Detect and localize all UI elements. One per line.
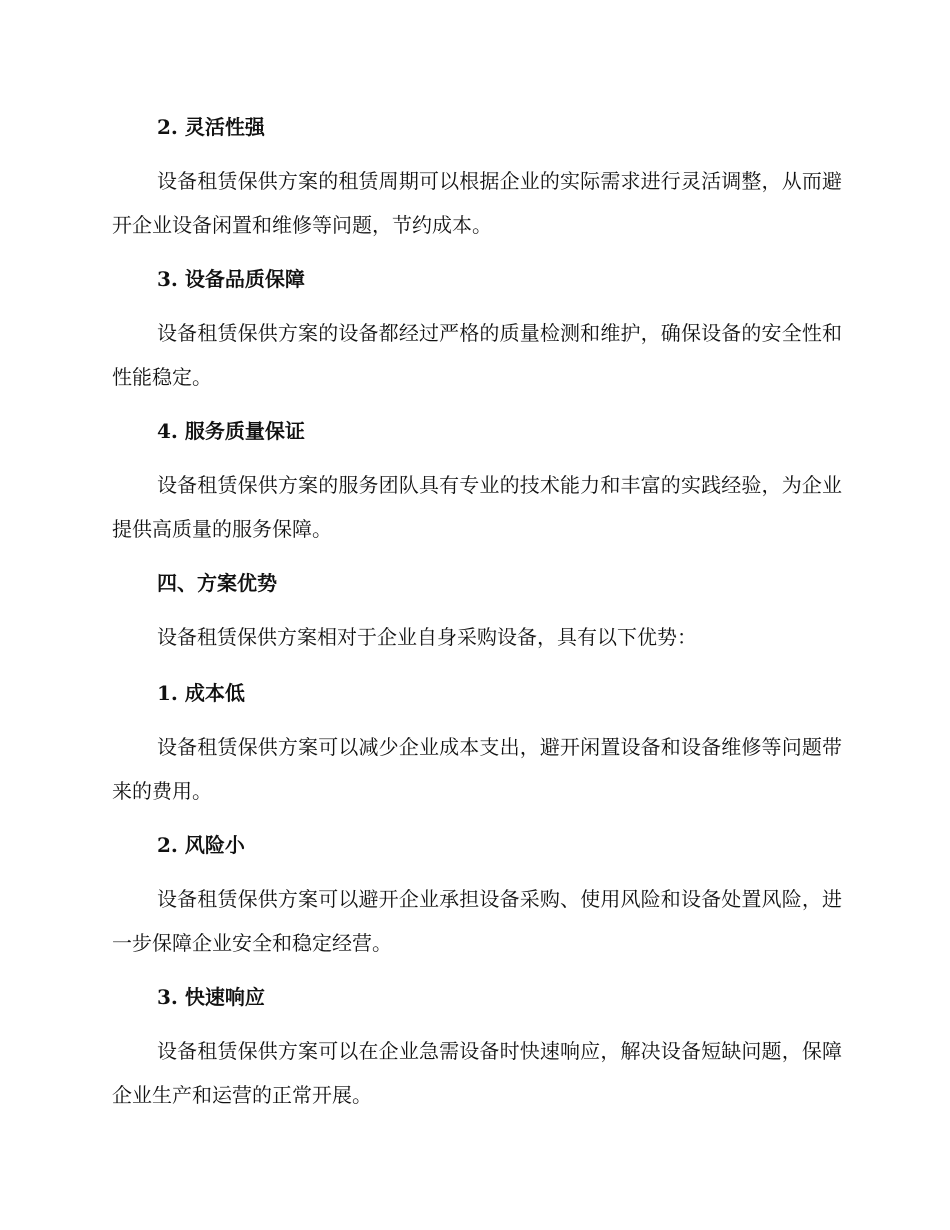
section-body-flexibility: 设备租赁保供方案的租赁周期可以根据企业的实际需求进行灵活调整，从而避开企业设备闲置和维修等问题，节约成本。 xyxy=(112,169,842,237)
section-body-fast-response: 设备租赁保供方案可以在企业急需设备时快速响应，解决设备短缺问题，保障企业生产和运营的正常开展。 xyxy=(112,1039,842,1107)
section-body-service-guarantee: 设备租赁保供方案的服务团队具有专业的技术能力和丰富的实践经验，为企业提供高质量的服务保障。 xyxy=(112,473,842,541)
section-heading-low-cost: 1. 成本低 xyxy=(157,681,245,705)
section-body-advantages: 设备租赁保供方案相对于企业自身采购设备，具有以下优势： xyxy=(157,625,697,649)
section-heading-fast-response: 3. 快速响应 xyxy=(157,985,265,1009)
section-heading-service-guarantee: 4. 服务质量保证 xyxy=(157,419,305,443)
section-heading-low-risk: 2. 风险小 xyxy=(157,833,245,857)
section-body-quality-assurance: 设备租赁保供方案的设备都经过严格的质量检测和维护，确保设备的安全性和性能稳定。 xyxy=(112,321,842,389)
section-heading-quality-assurance: 3. 设备品质保障 xyxy=(157,267,305,291)
section-heading-advantages: 四、方案优势 xyxy=(157,571,277,595)
section-heading-flexibility: 2. 灵活性强 xyxy=(157,115,265,139)
section-body-low-cost: 设备租赁保供方案可以减少企业成本支出，避开闲置设备和设备维修等问题带来的费用。 xyxy=(112,735,842,803)
section-body-low-risk: 设备租赁保供方案可以避开企业承担设备采购、使用风险和设备处置风险，进一步保障企业安全和稳定经营。 xyxy=(112,887,842,955)
